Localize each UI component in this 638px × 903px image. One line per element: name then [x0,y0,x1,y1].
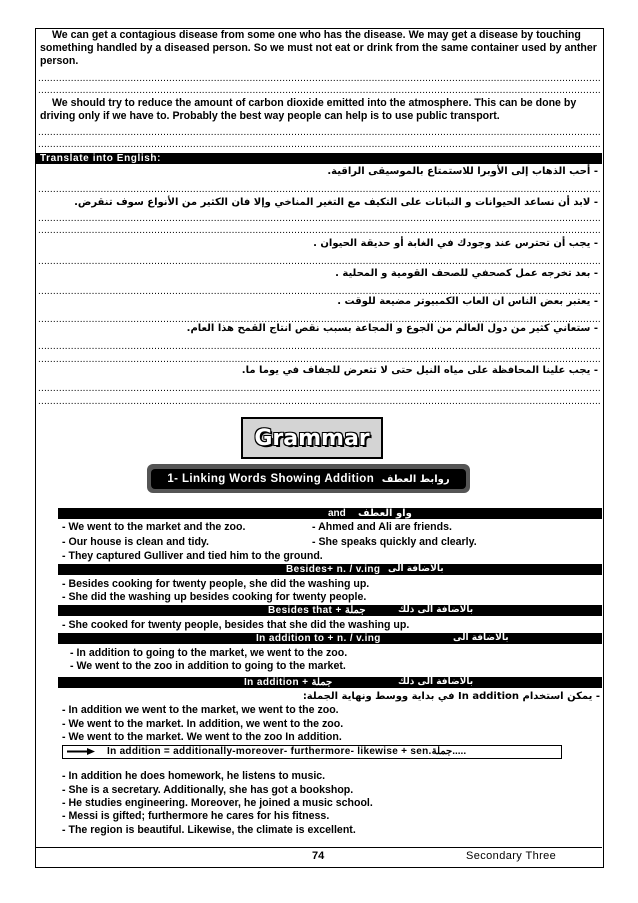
translate-heading-bar [36,153,602,164]
example-line: - They captured Gulliver and tied him to the ground. [62,550,323,562]
grammar-banner [241,417,383,459]
and-label: and [328,508,346,519]
answer-line [38,287,600,296]
besides-label: Besides+ n. / v.ing [286,564,381,575]
in-addition-label-ar: بالاضافة الى ذلك [398,677,474,687]
in-addition-note: - يمكن استخدام In addition في بداية ووسط ونهاية الجملة: [302,691,600,702]
footer-label: Secondary Three [466,850,557,862]
in-addition-label: In addition + جملة [244,677,333,688]
answer-line [38,226,600,235]
answer-line [38,397,600,406]
in-addition-to-bar [58,633,602,644]
arabic-sentence: - يجب أن تحترس عند وجودك في الغابة أو حديقة الحيوان . [313,238,598,249]
section-title-ar: روابط العطف [381,473,450,485]
arabic-sentence: - لابد أن نساعد الحيوانات و النباتات على التكيف مع التغير المناخي وإلا فان الكثير من الأنواع سوف تنقرض. [74,197,598,208]
and-bar [58,508,602,519]
and-label-ar: واو العطف [358,508,412,519]
in-addition-bar [58,677,602,688]
arabic-sentence: - ستعاني كثير من دول العالم من الجوع و المجاعة بسبب نقص انتاج القمح هذا العام. [186,323,598,334]
equivalents-box [62,745,562,759]
besides-that-label-ar: بالاضافة الى ذلك [398,605,474,615]
example-line: - She is a secretary. Additionally, she has got a bookshop. [62,784,354,796]
section-title-box [147,464,470,493]
example-line: - He studies engineering. Moreover, he joined a music school. [62,797,373,809]
example-line: - In addition he does homework, he listens to music. [62,770,326,782]
answer-line [38,257,600,266]
passage-2: We should try to reduce the amount of carbon dioxide emitted into the atmosphere. This can be done by driving only if we have to. Probably the best way people can help is to use public transport. [40,97,577,122]
in-addition-to-label-ar: بالاضافة الى [453,633,509,643]
arabic-sentence: - أحب الذهاب إلى الأوبرا للاستمتاع بالموسيقى الراقية. [327,166,598,177]
example-line: - We went to the zoo in addition to going to the market. [70,660,346,672]
example-line: - Besides cooking for twenty people, she did the washing up. [62,578,370,590]
besides-that-label: Besides that + جملة [268,605,366,616]
besides-label-ar: بالاضافة الى [388,564,444,574]
answer-line [38,185,600,194]
answer-line [38,128,600,137]
example-line: - She cooked for twenty people, besides that she did the washing up. [62,619,410,631]
example-line: - In addition we went to the market, we went to the zoo. [62,704,339,716]
answer-line [38,74,600,83]
example-line: - We went to the market. In addition, we went to the zoo. [62,718,344,730]
translate-heading: Translate into English: [40,153,162,164]
arrow-right-icon [67,748,95,755]
passage-1: We can get a contagious disease from some one who has the disease. We may get a disease by touching something handled by a diseased person. So we must not eat or drink from the same container used by anther person. [40,29,597,67]
grammar-title: Grammar [254,425,370,451]
equivalents-text: In addition = additionally-moreover- furthermore- likewise + sen.جملة..... [107,746,467,757]
answer-line [38,86,600,95]
answer-line [38,384,600,393]
example-line: - The region is beautiful. Likewise, the climate is excellent. [62,824,356,836]
section-title [151,469,465,489]
example-line: - She speaks quickly and clearly. [312,536,477,548]
example-line: - Our house is clean and tidy. [62,536,209,548]
example-line: - Ahmed and Ali are friends. [312,521,452,533]
example-line: - She did the washing up besides cooking for twenty people. [62,591,367,603]
page-number: 74 [312,850,325,862]
example-line: - We went to the market and the zoo. [62,521,246,533]
answer-line [38,140,600,149]
answer-line [38,342,600,351]
answer-line [38,214,600,223]
example-line: - We went to the market. We went to the zoo In addition. [62,731,342,743]
section-title-en: 1- Linking Words Showing Addition [167,472,375,485]
arabic-sentence: - يجب علينا المحافظة على مياه النيل حتى لا تتعرض للجفاف في يوما ما. [241,365,598,376]
example-line: - Messi is gifted; furthermore he cares for his fitness. [62,810,330,822]
besides-that-bar [58,605,602,616]
answer-line [38,355,600,364]
in-addition-to-label: In addition to + n. / v.ing [256,633,381,644]
arabic-sentence: - بعد تخرجه عمل كصحفي للصحف القومية و المحلية . [335,268,598,279]
besides-bar [58,564,602,575]
example-line: - In addition to going to the market, we went to the zoo. [70,647,348,659]
footer-divider [36,847,602,848]
arabic-sentence: - يعتبر بعض الناس ان العاب الكمبيوتر مضيعة للوقت . [337,296,598,307]
